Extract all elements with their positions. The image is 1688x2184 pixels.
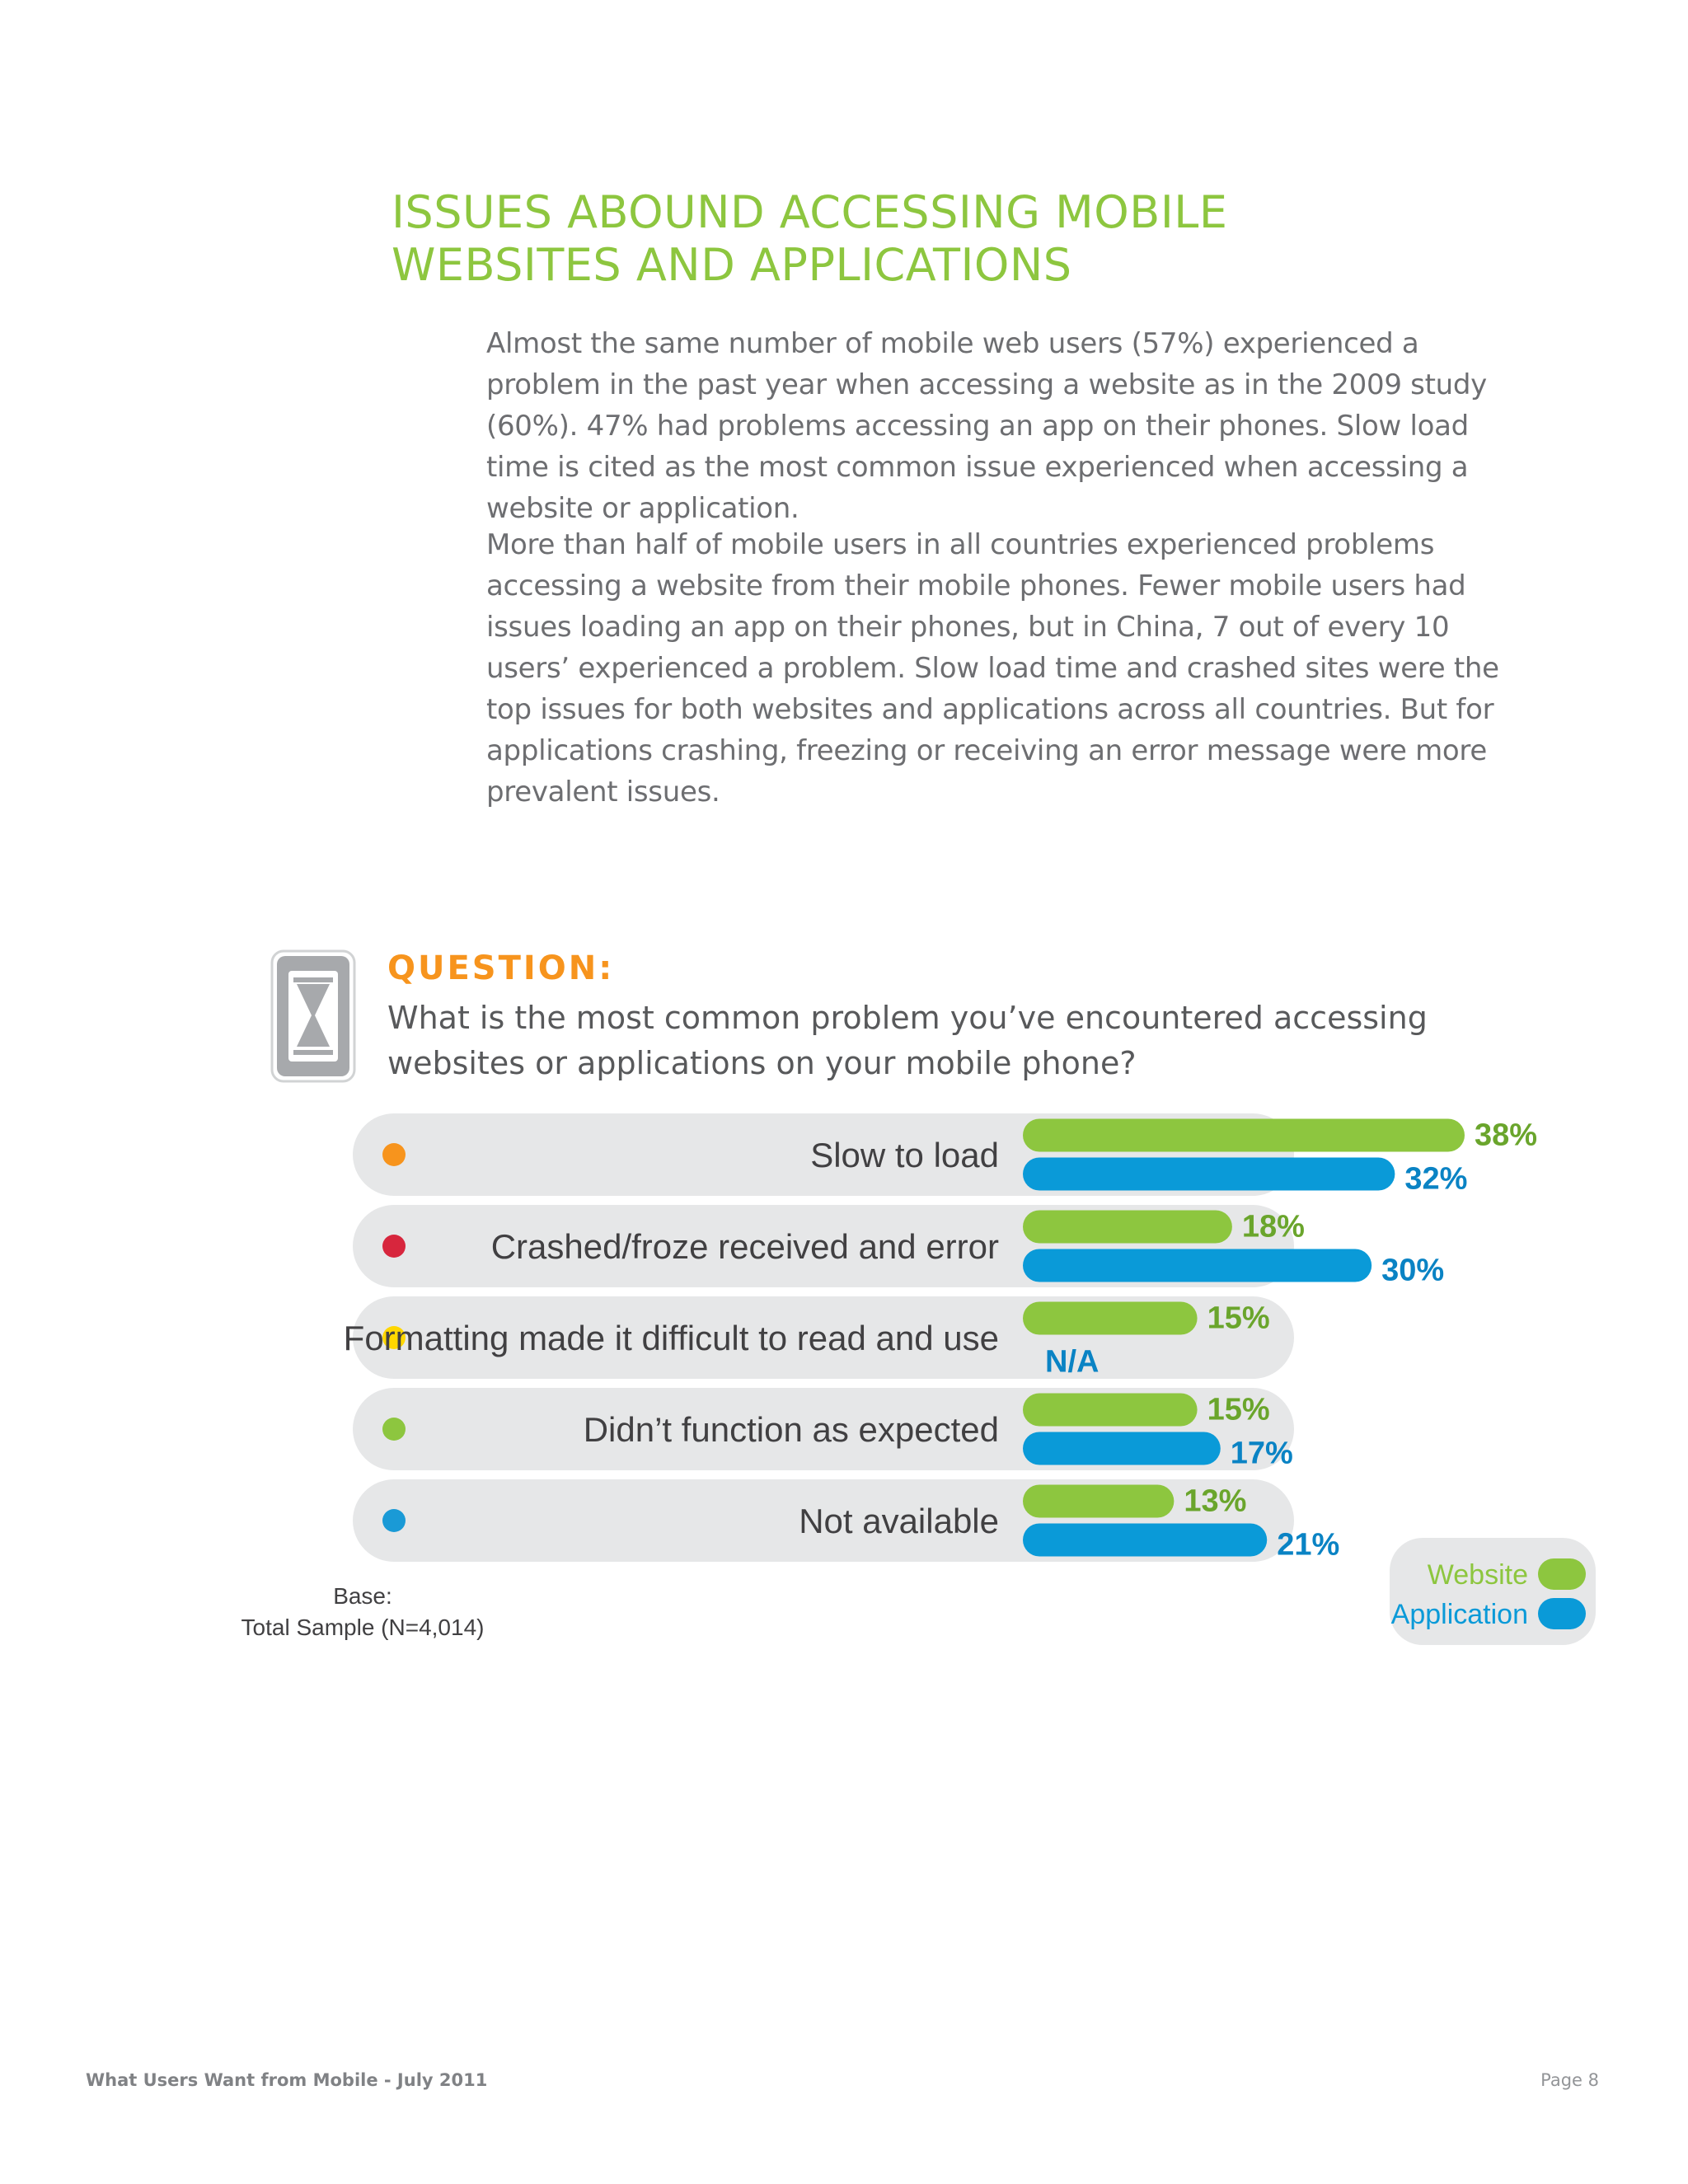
base-note-line-1: Base:: [333, 1583, 392, 1609]
category-label: Didn’t function as expected: [583, 1410, 999, 1449]
chart-legend: [1390, 1538, 1596, 1645]
category-dot-icon: [382, 1235, 406, 1258]
footer-page-number: Page 8: [1540, 2070, 1599, 2090]
question-label: QUESTION:: [387, 949, 615, 987]
legend-swatch: [1538, 1558, 1586, 1590]
chart-row: [353, 1388, 1294, 1471]
category-dot-icon: [382, 1418, 406, 1441]
legend-label: Application: [1390, 1599, 1528, 1630]
application-bar: [1023, 1524, 1267, 1557]
category-label: Not available: [799, 1502, 999, 1540]
base-note: [214, 1581, 511, 1643]
website-value-label: 15%: [1207, 1301, 1270, 1336]
title-line-2: WEBSITES AND APPLICATIONS: [392, 239, 1072, 291]
hourglass-phone-icon: [270, 949, 356, 1083]
website-bar: [1023, 1119, 1465, 1152]
website-value-label: 15%: [1207, 1392, 1270, 1427]
website-value-label: 18%: [1241, 1209, 1305, 1244]
legend-swatch: [1538, 1598, 1586, 1629]
application-value-label: 17%: [1230, 1436, 1293, 1471]
category-label: Formatting made it difficult to read and use: [343, 1319, 999, 1357]
legend-label: Website: [1427, 1559, 1528, 1591]
intro-paragraph-2: More than half of mobile users in all countries experienced problems accessing a website from their mobile phones. Fewer mobile users had issues loading an app on their phones, but in China, 7 out of every 10 users’ experienced a problem. Slow load time and crashed sites were the top issues for both websites and applications across all countries. But for applications crashing, freezing or receiving an error message were more prevalent issues.: [486, 528, 1499, 808]
chart-row: [344, 1296, 1294, 1380]
website-bar: [1023, 1394, 1198, 1427]
category-dot-icon: [382, 1509, 406, 1532]
website-value-label: 13%: [1184, 1483, 1247, 1519]
chart-row: [353, 1113, 1537, 1197]
application-value-label: 30%: [1381, 1253, 1445, 1288]
application-value-label: 21%: [1277, 1527, 1340, 1563]
title-line-1: ISSUES ABOUND ACCESSING MOBILE: [392, 186, 1228, 238]
website-bar: [1023, 1485, 1174, 1518]
chart-rows: [344, 1113, 1537, 1563]
category-label: Crashed/froze received and error: [490, 1227, 999, 1266]
website-bar: [1023, 1302, 1198, 1335]
application-value-label: 32%: [1404, 1161, 1468, 1197]
page-title: [392, 186, 1545, 292]
application-bar: [1023, 1158, 1395, 1191]
intro-paragraph-1: Almost the same number of mobile web users (57%) experienced a problem in the past year when accessing a website as in the 2009 study (60%). 47% had problems accessing an app on their phones. Slow load time is cited as the most common issue experienced when accessing a website or application.: [486, 327, 1487, 525]
chart-row: [353, 1479, 1339, 1563]
chart-row: [353, 1205, 1444, 1288]
application-value-label: N/A: [1045, 1344, 1100, 1380]
application-bar: [1023, 1432, 1221, 1465]
footer-report-title: What Users Want from Mobile - July 2011: [86, 2070, 488, 2090]
application-bar: [1023, 1249, 1372, 1282]
website-bar: [1023, 1211, 1232, 1244]
category-label: Slow to load: [810, 1136, 999, 1174]
category-dot-icon: [382, 1143, 406, 1166]
website-value-label: 38%: [1475, 1118, 1538, 1153]
base-note-line-2: Total Sample (N=4,014): [241, 1615, 485, 1640]
question-text: What is the most common problem you’ve encountered accessing websites or applications on your mobile phone?: [387, 1000, 1428, 1081]
